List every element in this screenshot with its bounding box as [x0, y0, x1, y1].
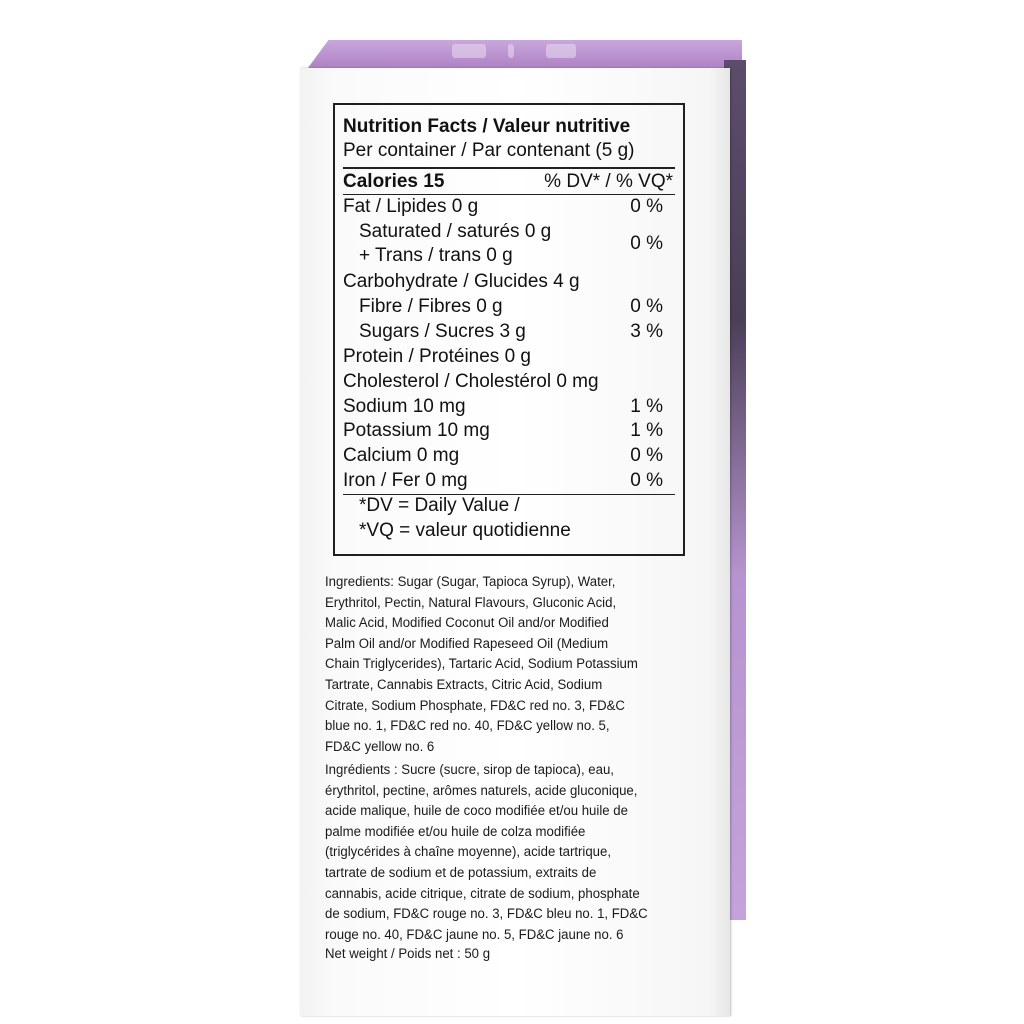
nutrient-row: Saturated / saturés 0 g [359, 221, 552, 242]
nutrient-row: Sodium 10 mg 1 % [343, 396, 663, 417]
nutrient-row: Protein / Protéines 0 g [343, 346, 531, 367]
nutrient-row: Sugars / Sucres 3 g 3 % [359, 321, 663, 342]
footnote: *DV = Daily Value / [359, 495, 520, 516]
ingredients-english: Ingredients: Sugar (Sugar, Tapioca Syrup), Water, Erythritol, Pectin, Natural Flavours, Gluconic Acid, Malic Acid, Modified Coconut Oil and/or Modified Palm Oil and/or Modified Rapeseed Oil (Medium Chain Triglycerides), Tartaric Acid, Sodium Potassium Tartrate, Cannabis Extracts, Citric Acid, Sodium Citrate, Sodium Phosphate, FD&C red no. 3, FD&C blue no. 1, FD&C red no. 40, FD&C yellow no. 5, FD&C yellow no. 6 [325, 574, 638, 755]
nutrient-row: Calcium 0 mg 0 % [343, 445, 663, 466]
nutrient-row: Potassium 10 mg 1 % [343, 420, 663, 441]
nutrient-row: Fat / Lipides 0 g 0 % [343, 196, 663, 217]
net-weight: Net weight / Poids net : 50 g [325, 946, 491, 962]
top-flap-print [546, 44, 576, 58]
nutrition-facts-table [333, 103, 685, 556]
calories-row: Calories 15 % DV* / % VQ* [343, 171, 673, 192]
nutrient-row: Fibre / Fibres 0 g 0 % [359, 296, 663, 317]
nutrient-row: + Trans / trans 0 g 0 % [359, 233, 663, 266]
nutrient-row: Iron / Fer 0 mg 0 % [343, 470, 663, 491]
serving-size: Per container / Par contenant (5 g) [343, 140, 635, 161]
table-rule [343, 167, 675, 169]
nutrition-title: Nutrition Facts / Valeur nutritive [343, 116, 631, 137]
nutrient-row: Cholesterol / Cholestérol 0 mg [343, 371, 599, 392]
footnote: *VQ = valeur quotidienne [359, 520, 571, 541]
top-flap-print [452, 44, 486, 58]
nutrient-row: Carbohydrate / Glucides 4 g [343, 271, 580, 292]
ingredients-french: Ingrédients : Sucre (sucre, sirop de tapioca), eau, érythritol, pectine, arômes naturels, acide gluconique, acide malique, huile de coco modifiée et/ou huile de palme modifiée et/ou huile de colza modifiée (triglycérides à chaîne moyenne), acide tartrique, tartrate de sodium et de potassium, extraits de cannabis, acide citrique, citrate de sodium, phosphate de sodium, FD&C rouge no. 3, FD&C bleu no. 1, FD&C rouge no. 40, FD&C jaune no. 5, FD&C jaune no. 6 [325, 762, 648, 943]
top-flap-print [508, 44, 514, 58]
